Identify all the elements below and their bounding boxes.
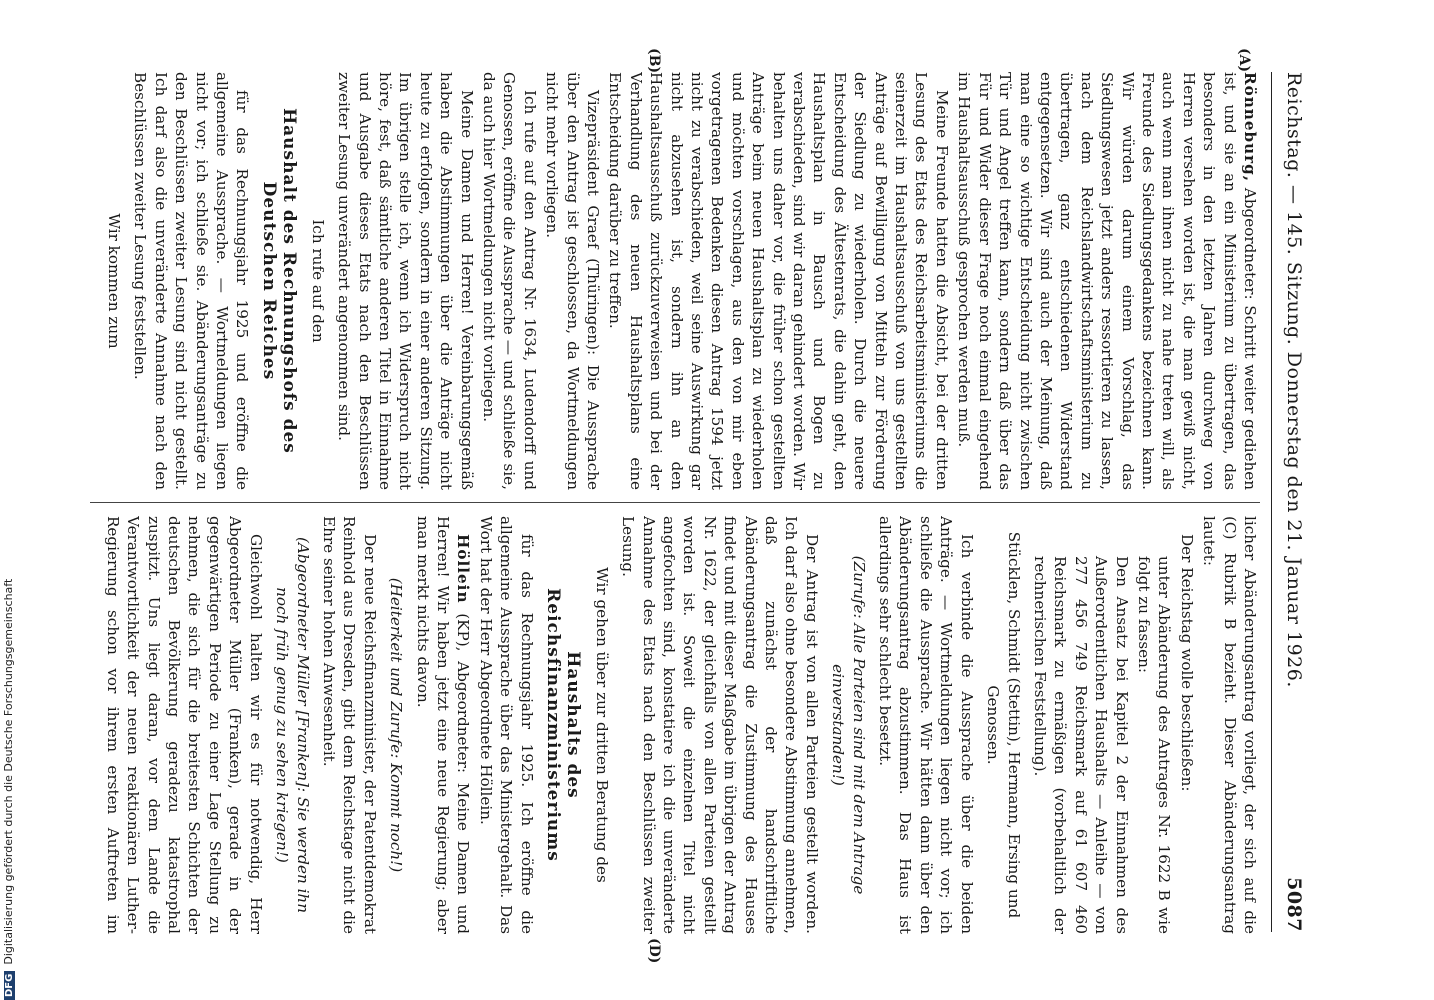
paragraph: Wir kommen zum bbox=[105, 213, 124, 349]
signatories: Stücklen, Schmidt (Stettin), Hermann, Ersing und Genossen. bbox=[984, 531, 1023, 919]
left-column bbox=[100, 72, 1260, 490]
paragraph: Vizepräsident Graef (Thüringen): Die Aussprache über den Antrag ist geschlossen, da Wortmeldungen nicht mehr vorliegen. bbox=[543, 72, 602, 490]
header-rule bbox=[1271, 72, 1272, 932]
paragraph: Meine Damen und Herren! Vereinbarungsgemäß haben die Abstimmungen über die Anträge nicht heute zu erfolgen, sondern in einer anderen Sitzung. Im übrigen stelle ich, wenn ich Widerspruch nicht höre, fest, daß sämtliche anderen Titel in Einnahme und Ausgabe dieses Etats nach den Beschlüssen zweiter Lesung unverändert angenommen sind. bbox=[335, 72, 476, 490]
paragraph: licher Abänderungsantrag vorliegt, der sich auf die (C) Rubrik B bezieht. Dieser Abänderungsantrag lautet: bbox=[1200, 516, 1259, 934]
running-title: Reichstag. — 145. Sitzung. Donnerstag den 21. Januar 1926. bbox=[1283, 72, 1305, 688]
paragraph bbox=[954, 72, 1260, 490]
paragraph-text: Schritt weiter gediehen ist, und sie an ein Ministerium zu übertragen, das besonders in den letzten Jahren durchweg von Herren versehen worden ist, die man gewiß nicht, auch wenn man ihnen nicht zu nahe treten will, als Freunde des Siedlungsgedankens bezeichnen kann. Wir würden darum einem Vorschlag, das Siedlungswesen jetzt anders ressortieren zu lassen, nach dem Reichslandwirtschaftsministerium zu übertragen, ganz entschiedenen Widerstand entgegensetzen. Wir sind auch der Meinung, daß man eine so wichtige Entscheidung nicht zwischen Tür und Angel treffen kann, sondern daß über das Für und Wider dieser Frage noch einmal eingehend im Haushaltsausschuß gesprochen werden muß. bbox=[955, 72, 1259, 490]
dfg-logo: DFG bbox=[4, 971, 15, 1000]
paragraph: Der neue Reichsfinanzminister, der Patentdemokrat Reinhold aus Dresden, gibt dem Reichstage nicht die Ehre seiner hohen Anwesenheit. bbox=[319, 516, 379, 934]
interjection: (Heiterkeit und Zurufe: Kommt noch!) bbox=[387, 577, 406, 873]
page-header bbox=[1276, 72, 1312, 932]
paragraph: für das Rechnungsjahr 1925. Ich eröffne die allgemeine Aussprache über das Ministergehalt. Das Wort hat der Herr Abgeordnete Höllein. bbox=[476, 516, 536, 934]
paragraph: Meine Freunde hatten die Absicht, bei der dritten Lesung des Etats des Reichsarbeitsministeriums die seinerzeit im Haushaltsausschuß von uns gestellten Anträge auf Bewilligung von Mitteln zur Förderung der Siedlung zu wiederholen. Durch die neuere Entscheidung des Ältestenrats, die dahin geht, den Haushaltsplan in Bausch und Bogen zu verabschieden, sind wir daran gehindert worden. Wir behalten uns daher vor, die früher schon gestellten Anträge beim neuen Haushaltsplan zu wiederholen und möchten vorschlagen, aus den von mir eben vorgetragenen Bedenken diesen Antrag 1594 jetzt nicht zu verabschieden, weil seine Auswirkung gar nicht abzusehen ist, sondern ihn an den Haushaltsausschuß zurückzuverweisen und bei der Verhandlung des neuen Haushaltsplans eine Entscheidung darüber zu treffen. bbox=[606, 72, 951, 490]
paragraph: Wir gehen über zur dritten Beratung des bbox=[592, 567, 611, 883]
scanned-page bbox=[70, 0, 1330, 964]
paragraph: Den Ansatz bei Kapitel 2 der Einnahmen des Außerordentlichen Haushalts — Anleihe — von 277 456 749 Reichsmark auf 61 607 460 Reichsmark zu ermäßigen (vorbehaltlich der rechnerischen Feststellung). bbox=[1030, 556, 1131, 934]
paragraph bbox=[412, 516, 473, 934]
speaker-name: Höllein bbox=[454, 534, 473, 604]
page-number: 5087 bbox=[1283, 877, 1305, 932]
margin-mark-a: (A) bbox=[1236, 48, 1252, 73]
paragraph: unter Abänderung des Antrages Nr. 1622 B wie folgt zu fassen: bbox=[1134, 556, 1174, 934]
section-heading: Haushalt des Rechnungshofs des Deutschen Reiches bbox=[258, 108, 300, 454]
right-column bbox=[100, 516, 1260, 934]
paragraph: Ich verbinde die Aussprache über die beiden Anträge. — Wortmeldungen liegen nicht vor; ich schließe die Aussprache. Wir hätten dann über den Abänderungsantrag abzustimmen. Das Haus ist allerdings sehr schlecht besetzt. bbox=[876, 516, 976, 934]
paragraph: für das Rechnungsjahr 1925 und eröffne die allgemeine Aussprache. — Wortmeldungen liegen nicht vor; ich schließe sie. Abänderungsanträge zu den Beschlüssen zweiter Lesung sind nicht gestellt. Ich darf also die unveränderte Annahme nach den Beschlüssen zweiter Lesung feststellen. bbox=[131, 72, 252, 490]
column-divider bbox=[90, 502, 1260, 503]
paragraph-text: (KP), Abgeordneter: Meine Damen und Herren! Wir haben jetzt eine neue Regierung; aber man merkt nichts davon. bbox=[413, 516, 473, 934]
paragraph: Gleichwohl halten wir es für notwendig, Herr Abgeordneter Müller (Franken), gerade in der gegenwärtigen Periode zu einer Lage Stellung zu nehmen, die sich für die breitesten Schichten der deutschen Bevölkerung geradezu katastrophal zuspitzt. Uns liegt daran, vor dem Lande die Verantwortlichkeit der neuen reaktionären Luther-Regierung schon vor ihrem ersten Auftreten im bbox=[103, 516, 265, 934]
interjection: (Zurufe: Alle Parteien sind mit dem Antrage einverstanden!) bbox=[829, 555, 868, 895]
paragraph: Ich rufe auf den bbox=[308, 219, 327, 343]
paragraph: Der Reichstag wolle beschließen: bbox=[1177, 534, 1196, 792]
speaker-name: Rönneburg, bbox=[1241, 72, 1259, 183]
digitization-credit bbox=[2, 0, 18, 1000]
section-heading: Haushalts des Reichsfinanzministeriums bbox=[543, 588, 584, 862]
margin-mark-b: (B) bbox=[646, 48, 662, 74]
paragraph: Ich rufe auf den Antrag Nr. 1634, Ludendorff und Genossen, eröffne die Aussprache — und schließe sie, da auch hier Wortmeldungen nicht vorliegen. bbox=[479, 72, 539, 490]
paragraph: Der Antrag ist von allen Parteien gestellt worden. Ich darf also ohne besondere Abstimmung annehmen, daß zunächst der handschriftliche Abänderungsantrag die Zustimmung des Hauses findet und mit dieser Maßgabe im übrigen der Antrag Nr. 1622, der gleichfalls von allen Parteien gestellt worden ist. Soweit die einzelnen Titel nicht angefochten sind, konstatiere ich die unveränderte Annahme des Etats nach den Beschlüssen zweiter Lesung. bbox=[619, 516, 821, 934]
margin-mark-d: (D) bbox=[646, 938, 662, 964]
speaker-role: Abgeordneter: bbox=[1241, 187, 1259, 300]
interjection: (Abgeordneter Müller [Franken]: Sie werden ihn noch früh genug zu sehen kriegen!) bbox=[273, 537, 312, 913]
credit-text: Digitalisierung gefördert durch die Deutsche Forschungsgemeinschaft bbox=[2, 578, 15, 965]
